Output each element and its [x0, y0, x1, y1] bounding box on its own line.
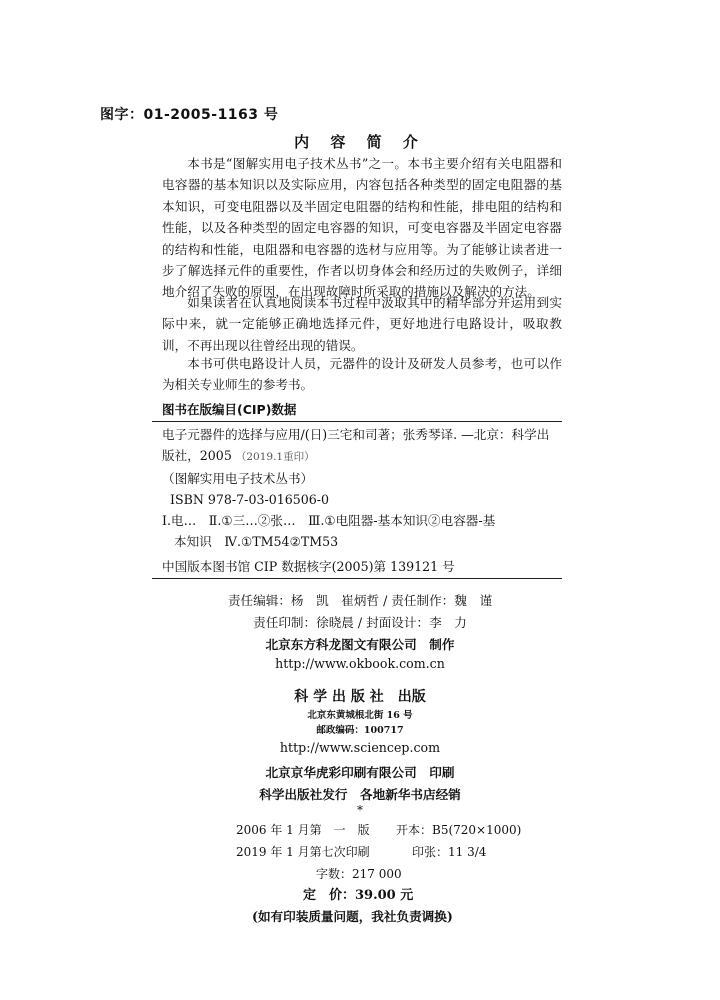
price: 定 价：39.00 元: [303, 888, 414, 903]
cip-number: 中国版本图书馆 CIP 数据核字(2005)第 139121 号: [162, 559, 455, 574]
producer-url: http://www.okbook.com.cn: [275, 656, 445, 671]
distribution: 科学出版社发行 各地新华书店经销: [259, 787, 461, 802]
cip-top-divider: [152, 421, 562, 422]
printer: 北京京华虎彩印刷有限公司 印刷: [265, 765, 455, 780]
separator-asterisk: *: [357, 803, 363, 817]
editor-credits: 责任编辑：杨 凯 崔炳哲 / 责任制作：魏 谨: [227, 593, 493, 608]
cip-title: 图书在版编目(CIP)数据: [162, 402, 297, 417]
edition: 2006 年 1 月第 一 版: [236, 823, 370, 837]
quality-guarantee: (如有印装质量问题，我社负责调换): [252, 909, 453, 924]
print-design-credits: 责任印制：徐晓晨 / 封面设计：李 力: [253, 615, 467, 630]
cip-publisher-year: 版社，2005: [162, 448, 232, 463]
summary-paragraph-2: [162, 292, 562, 356]
summary-paragraph-1: [162, 153, 562, 303]
cip-bottom-divider: [152, 578, 562, 579]
postal-code: 邮政编码：100717: [316, 725, 404, 736]
publisher-url: http://www.sciencep.com: [279, 740, 441, 755]
cip-isbn: ISBN 978-7-03-016506-0: [170, 492, 330, 507]
sheets: 印张：11 3/4: [412, 845, 487, 859]
publisher: 科 学 出 版 社 出版: [294, 689, 426, 705]
producer: 北京东方科龙图文有限公司 制作: [265, 637, 455, 652]
printing: 2019 年 1 月第七次印刷: [236, 845, 370, 859]
cip-classification-2: 本知识 Ⅳ.①TM54②TM53: [174, 534, 339, 549]
summary-heading: 内 容 简 介: [294, 133, 426, 151]
cip-title-line: 电子元器件的选择与应用/(日)三宅和司著；张秀琴译. —北京：科学出: [162, 427, 550, 442]
summary-text: 本书可供电路设计人员，元器件的设计及研发人员参考，也可以作为相关专业师生的参考书。: [162, 356, 562, 393]
cip-reprint-stamp: （2019.1重印）: [235, 451, 315, 463]
summary-paragraph-3: [162, 353, 562, 396]
format: 开本：B5(720×1000): [396, 823, 522, 837]
summary-text: 本书是“图解实用电子技术丛书”之一。本书主要介绍有关电阻器和电容器的基本知识以及实际应用，内容包括各种类型的固定电阻器的基本知识，可变电阻器以及半固定电阻器的结构和性能，排电阻的结构和性能，以及各种类型的固定电容器的知识，可变电容器及半固定电容器的结构和性能，电阻器和电容器的选材与应用等。为了能够让读者进一步了解选择元件的重要性，作者以切身体会和经历过的失败例子，详细地介绍了失败的原因，在出现故障时所采取的措施以及解决的方法。: [162, 156, 562, 300]
cip-publisher-line: [162, 445, 562, 468]
publisher-address: 北京东黄城根北街 16 号: [307, 710, 413, 721]
summary-text: 如果读者在认真地阅读本书过程中汲取其中的精华部分并运用到实际中来，就一定能够正确地选择元件，更好地进行电路设计，吸取教训，不再出现以往曾经出现的错误。: [162, 295, 562, 353]
cip-series: （图解实用电子技术丛书）: [162, 471, 314, 486]
word-count: 字数：217 000: [316, 867, 402, 881]
cip-classification-1: Ⅰ.电… Ⅱ.①三…②张… Ⅲ.①电阻器-基本知识②电容器-基: [162, 513, 496, 528]
contract-number: 图字：01-2005-1163 号: [100, 107, 279, 123]
cip-record: [162, 424, 562, 552]
